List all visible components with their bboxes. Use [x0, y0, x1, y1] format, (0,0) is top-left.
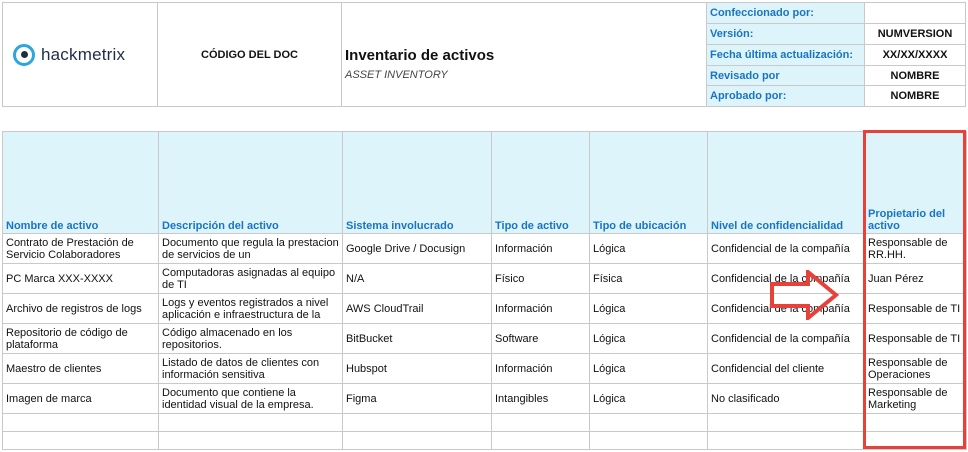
- col-header-location-type: Tipo de ubicación: [590, 132, 708, 234]
- cell-description: Documento que regula la prestacion de servicios de un: [162, 236, 339, 261]
- cell-system: AWS CloudTrail: [343, 294, 492, 324]
- cell-location-type: Lógica: [590, 234, 708, 264]
- cell-confidentiality: Confidencial de la compañía: [708, 264, 865, 294]
- cell-asset-type: Información: [492, 234, 590, 264]
- logo-text: hackmetrix: [41, 44, 126, 64]
- cell-system: Google Drive / Docusign: [343, 234, 492, 264]
- cell-description: Logs y eventos registrados a nivel aplicación e infraestructura de la: [162, 296, 329, 321]
- cell-description: Documento que contiene la identidad visual de la empresa.: [162, 386, 314, 411]
- table-header-row: [3, 132, 967, 234]
- meta-label-reviewed: Revisado por: [706, 65, 865, 86]
- table-row: [3, 264, 967, 294]
- col-header-system: Sistema involucrado: [343, 132, 492, 234]
- cell-asset-type: Información: [492, 294, 590, 324]
- cell-location-type: Lógica: [590, 384, 708, 414]
- col-header-asset-name: Nombre de activo: [3, 132, 159, 234]
- table-row: [3, 294, 967, 324]
- cell-confidentiality: Confidencial del cliente: [708, 354, 865, 384]
- meta-label-version: Versión:: [706, 23, 865, 45]
- cell-owner: Responsable de TI: [868, 332, 961, 345]
- cell-description: Listado de datos de clientes con información sensitiva: [162, 356, 320, 381]
- table-row: [3, 324, 967, 354]
- meta-value-version: NUMVERSION: [864, 23, 966, 45]
- cell-location-type: Lógica: [590, 354, 708, 384]
- page-subtitle: ASSET INVENTORY: [345, 69, 448, 81]
- cell-confidentiality: No clasificado: [708, 384, 865, 414]
- table-row: [3, 234, 967, 264]
- meta-value-approved: NOMBRE: [864, 85, 966, 107]
- col-header-owner: Propietario del activo: [865, 132, 967, 234]
- cell-confidentiality: Confidencial de la compañía: [708, 234, 865, 264]
- table-row: [3, 384, 967, 414]
- asset-inventory-table: [2, 131, 967, 450]
- meta-label-prepared: Confeccionado por:: [706, 2, 865, 24]
- title-cell: [341, 2, 707, 107]
- cell-confidentiality: Confidencial de la compañía: [708, 294, 865, 324]
- cell-owner: Responsable de TI: [868, 302, 961, 315]
- meta-label-updated: Fecha última actualización:: [706, 44, 865, 66]
- table-row: [3, 354, 967, 384]
- cell-system: N/A: [343, 264, 492, 294]
- cell-location-type: Física: [590, 264, 708, 294]
- meta-label-approved: Aprobado por:: [706, 85, 865, 107]
- meta-value-reviewed: NOMBRE: [864, 65, 966, 86]
- cell-asset-type: Información: [492, 354, 590, 384]
- cell-asset-name: Repositorio de código de plataforma: [6, 326, 128, 351]
- cell-confidentiality: Confidencial de la compañía: [708, 324, 865, 354]
- cell-description: Código almacenado en los repositorios.: [162, 326, 293, 351]
- cell-owner: Responsable de RR.HH.: [868, 236, 948, 261]
- doc-code: CÓDIGO DEL DOC: [157, 2, 342, 107]
- page-title: Inventario de activos: [345, 47, 495, 64]
- cell-description: Computadoras asignadas al equipo de TI: [162, 266, 336, 291]
- cell-location-type: Lógica: [590, 324, 708, 354]
- cell-asset-type: Físico: [492, 264, 590, 294]
- cell-system: Figma: [343, 384, 492, 414]
- cell-asset-type: Intangibles: [492, 384, 590, 414]
- cell-system: BitBucket: [343, 324, 492, 354]
- table-row-empty: [3, 414, 967, 432]
- table-row-empty: [3, 432, 967, 450]
- cell-owner: Responsable de Marketing: [868, 386, 948, 411]
- cell-owner: Juan Pérez: [868, 272, 924, 285]
- cell-asset-name: Imagen de marca: [6, 392, 92, 405]
- col-header-description: Descripción del activo: [159, 132, 343, 234]
- cell-location-type: Lógica: [590, 294, 708, 324]
- hackmetrix-logo-icon: [13, 44, 35, 66]
- cell-asset-name: Contrato de Prestación de Servicio Colaboradores: [6, 236, 134, 261]
- cell-asset-name: Maestro de clientes: [6, 362, 102, 375]
- logo-cell: [2, 2, 158, 107]
- cell-system: Hubspot: [343, 354, 492, 384]
- meta-value-prepared: [864, 2, 966, 24]
- col-header-asset-type: Tipo de activo: [492, 132, 590, 234]
- cell-asset-name: Archivo de registros de logs: [6, 302, 142, 315]
- cell-asset-name: PC Marca XXX-XXXX: [6, 272, 113, 285]
- meta-value-updated: XX/XX/XXXX: [864, 44, 966, 66]
- col-header-confidentiality: Nivel de confidencialidad: [708, 132, 865, 234]
- cell-owner: Responsable de Operaciones: [868, 356, 948, 381]
- cell-asset-type: Software: [492, 324, 590, 354]
